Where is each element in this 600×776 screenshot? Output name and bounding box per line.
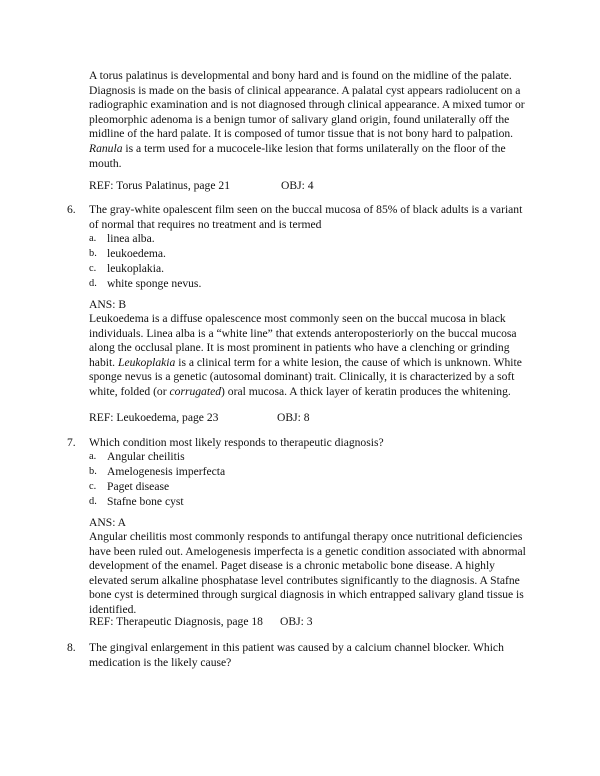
- question-number: 6.: [67, 203, 76, 216]
- rationale-italic-term: Ranula: [89, 141, 123, 155]
- question-text: Which condition most likely responds to therapeutic diagnosis?: [89, 436, 384, 449]
- reference-text: REF: Torus Palatinus, page 21: [89, 179, 230, 192]
- option-letter: c.: [89, 263, 97, 274]
- objective-text: OBJ: 3: [280, 615, 313, 628]
- question-text: The gray-white opalescent film seen on the buccal mucosa of 85% of black adults is a variant of normal that requires no treatment and is termed: [89, 203, 523, 231]
- question-7: [67, 436, 529, 451]
- option-letter: a.: [89, 451, 97, 462]
- reference-line: [89, 411, 529, 426]
- reference-line: [89, 615, 529, 630]
- objective-text: OBJ: 8: [277, 411, 310, 424]
- rationale-6: [89, 312, 529, 400]
- reference-text: REF: Therapeutic Diagnosis, page 18: [89, 615, 263, 628]
- question-text: The gingival enlargement in this patient was caused by a calcium channel blocker. Which medication is the likely cause?: [89, 641, 504, 669]
- rationale-text: Leukoedema is a diffuse opalescence most commonly seen on the buccal mucosa in black individuals. Linea alba is a “white line” that extends anteroposteriorly on the buccal mucosa along the occlusal plane. It is most prominent in patients who have a clenching or grinding habit.: [89, 312, 517, 369]
- option-text: Amelogenesis imperfecta: [107, 465, 226, 478]
- question-6: [67, 203, 529, 233]
- option-text: Angular cheilitis: [107, 450, 185, 463]
- reference-text: REF: Leukoedema, page 23: [89, 411, 219, 424]
- option-text: leukoedema.: [107, 247, 166, 260]
- option-text: Stafne bone cyst: [107, 495, 184, 508]
- option-letter: d.: [89, 496, 97, 507]
- objective-text: OBJ: 4: [281, 179, 314, 192]
- question-number: 7.: [67, 436, 76, 449]
- option-text: leukoplakia.: [107, 262, 164, 275]
- rationale-italic-term: corrugated: [169, 384, 222, 398]
- rationale-text: is a term used for a mucocele-like lesion that forms unilaterally on the floor of the mouth.: [89, 141, 506, 170]
- answer-line: ANS: A: [89, 516, 127, 529]
- option-letter: b.: [89, 466, 97, 477]
- option-letter: c.: [89, 481, 97, 492]
- option-letter: b.: [89, 248, 97, 259]
- rationale-text: ) oral mucosa. A thick layer of keratin produces the whitening.: [221, 384, 511, 398]
- option-letter: d.: [89, 278, 97, 289]
- rationale-italic-term: Leukoplakia: [118, 355, 176, 369]
- rationale-text: is a clinical term for a white lesion, the cause of which is unknown. White sponge nevus is a genetic (autosomal dominant) trait. Clinically, it is characterized by a soft white, folded (or: [89, 355, 522, 398]
- option-text: Paget disease: [107, 480, 170, 493]
- rationale-intro: [89, 69, 529, 171]
- answer-line: ANS: B: [89, 298, 127, 311]
- rationale-text: A torus palatinus is developmental and bony hard and is found on the midline of the palate. Diagnosis is made on the basis of clinical appearance. A palatal cyst appears radiolucent on a radiographic examination and is not diagnosed through clinical appearance. A mixed tumor or pleomorphic adenoma is a benign tumor of salivary gland origin, found unilaterally off the midline of the hard palate. It is composed of tumor tissue that is not bony hard to palpation.: [89, 69, 525, 141]
- option-text: linea alba.: [107, 232, 155, 245]
- question-number: 8.: [67, 641, 76, 654]
- option-text: white sponge nevus.: [107, 277, 202, 290]
- reference-line: [89, 179, 529, 194]
- question-8: [67, 641, 529, 671]
- option-letter: a.: [89, 233, 97, 244]
- rationale-7: Angular cheilitis most commonly responds to antifungal therapy once nutritional deficiencies have been ruled out. Amelogenesis imperfecta is a genetic condition associated with abnormal development of the enamel. Paget disease is a chronic metabolic bone disease. A highly elevated serum alkaline phosphatase level contributes significantly to the diagnosis. A Stafne bone cyst is determined through surgical diagnosis in which entrapped salivary gland tissue is identified.: [89, 530, 526, 616]
